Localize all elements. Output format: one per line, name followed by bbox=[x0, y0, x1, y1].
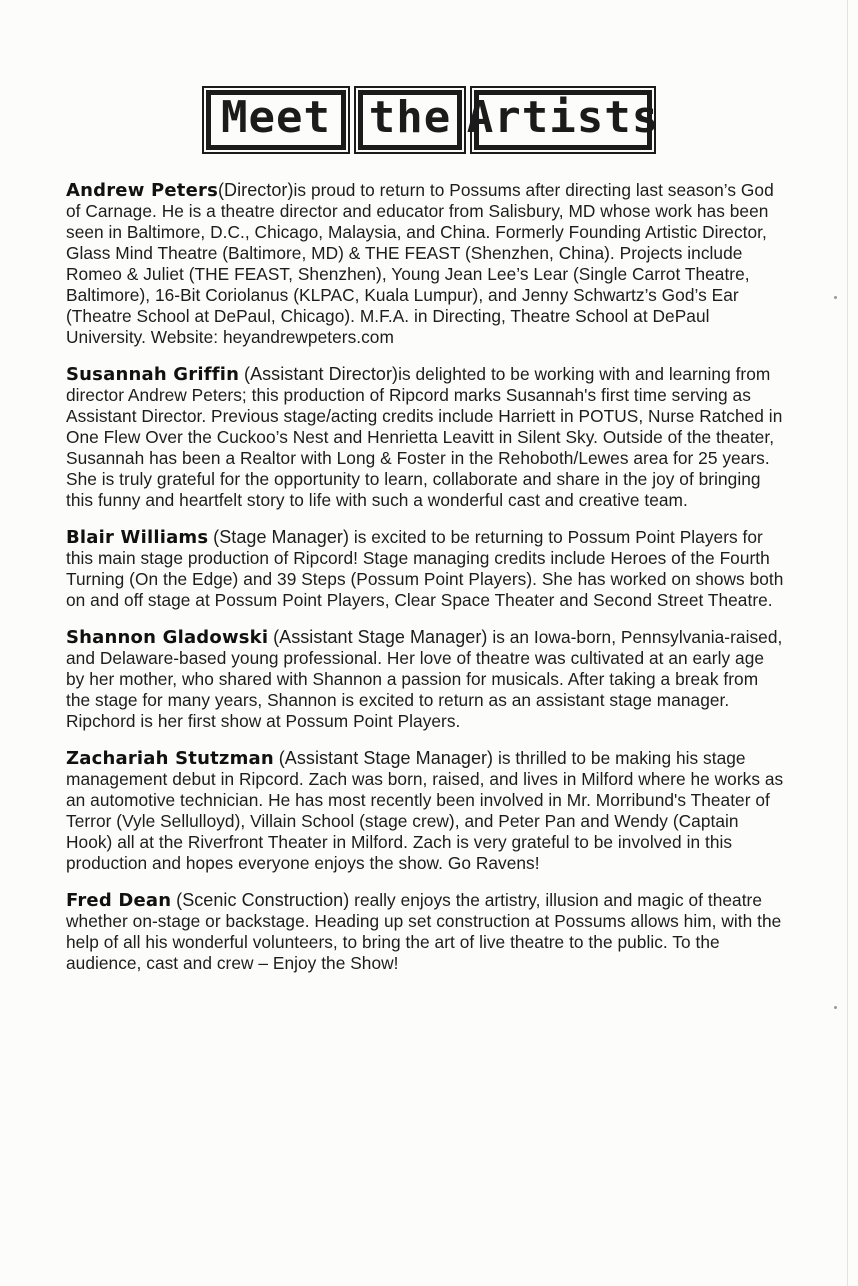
artist-role: (Assistant Stage Manager) bbox=[273, 627, 488, 647]
artist-role: (Stage Manager) bbox=[213, 527, 349, 547]
title-word-text: Meet bbox=[221, 92, 331, 143]
page-edge bbox=[847, 0, 848, 1286]
bio-text: really enjoys the artistry, illusion and magic of theatre whether on-stage or backstage. Heading up set construction at Possums allows him, with the help of all his wonderful volunteers, to bring the art of live theatre to the public. To the audience, cast and crew – Enjoy the Show! bbox=[66, 890, 782, 973]
bio-text: is an Iowa-born, Pennsylvania-raised, and Delaware-based young professional. Her love of theatre was cultivated at an early age by her mother, who shared with Shannon a passion for musicals. After taking a break from the stage for many years, Shannon is excited to return as an assistant stage manager. Ripchord is her first show at Possum Point Players. bbox=[66, 627, 783, 731]
bio-susannah-griffin bbox=[66, 364, 786, 511]
bio-fred-dean bbox=[66, 890, 786, 974]
artist-role: (Assistant Stage Manager) bbox=[278, 748, 494, 768]
artist-name: Shannon Gladowski bbox=[66, 627, 269, 648]
title-word-the bbox=[358, 90, 462, 150]
bio-text: is proud to return to Possums after directing last season’s God of Carnage. He is a theatre director and educator from Salisbury, MD whose work has been seen in Baltimore, D.C., Chicago, Malaysia, and China. Formerly Founding Artistic Director, Glass Mind Theatre (Baltimore, MD) & THE FEAST (Shenzhen, China). Projects include Romeo & Juliet (THE FEAST, Shenzhen), Young Jean Lee’s Lear (Single Carrot Theatre, Baltimore), 16-Bit Coriolanus (KLPAC, Kuala Lumpur), and Jenny Schwartz’s God’s Ear (Theatre School at DePaul, Chicago). M.F.A. in Directing, Theatre School at DePaul University. Website: heyandrewpeters.com bbox=[66, 180, 774, 347]
artist-name: Susannah Griffin bbox=[66, 364, 240, 385]
artist-role: (Assistant Director) bbox=[244, 364, 399, 384]
title-word-artists bbox=[466, 90, 660, 150]
bio-shannon-gladowski bbox=[66, 627, 786, 732]
page-title bbox=[0, 72, 858, 150]
artist-name: Fred Dean bbox=[66, 890, 172, 911]
artist-bios bbox=[66, 180, 786, 990]
bio-zachariah-stutzman bbox=[66, 748, 786, 874]
scan-speck bbox=[834, 1006, 837, 1009]
title-word-text: Artists bbox=[466, 92, 660, 143]
bio-andrew-peters bbox=[66, 180, 786, 348]
title-word-meet bbox=[206, 90, 346, 150]
artist-name: Andrew Peters bbox=[66, 180, 219, 201]
artist-name: Zachariah Stutzman bbox=[66, 748, 274, 769]
artist-name: Blair Williams bbox=[66, 527, 209, 548]
bio-text: is thrilled to be making his stage management debut in Ripcord. Zach was born, raised, and lives in Milford where he works as an automotive technician. He has most recently been involved in Mr. Morribund's Theater of Terror (Vyle Sellulloyd), Villain School (stage crew), and Peter Pan and Wendy (Captain Hook) all at the Riverfront Theater in Milford. Zach is very grateful to be involved in this production and hopes everyone enjoys the show. Go Ravens! bbox=[66, 748, 784, 873]
bio-text: is delighted to be working with and learning from director Andrew Peters; this production of Ripcord marks Susannah's first time serving as Assistant Director. Previous stage/acting credits include Harriett in POTUS, Nurse Ratched in One Flew Over the Cuckoo’s Nest and Henrietta Leavitt in Silent Sky. Outside of the theater, Susannah has been a Realtor with Long & Foster in the Rehoboth/Lewes area for 25 years. She is truly grateful for the opportunity to learn, collaborate and share in the joy of bringing this funny and heartfelt story to life with such a wonderful cast and creative team. bbox=[66, 364, 783, 510]
artist-role: (Scenic Construction) bbox=[176, 890, 350, 910]
artist-role: (Director) bbox=[218, 180, 294, 200]
scan-speck bbox=[834, 296, 837, 299]
bio-blair-williams bbox=[66, 527, 786, 611]
bio-text: is excited to be returning to Possum Point Players for this main stage production of Ripcord! Stage managing credits include Heroes of the Fourth Turning (On the Edge) and 39 Steps (Possum Point Players). She has worked on shows both on and off stage at Possum Point Players, Clear Space Theater and Second Street Theatre. bbox=[66, 527, 784, 610]
title-word-text: the bbox=[368, 92, 452, 143]
